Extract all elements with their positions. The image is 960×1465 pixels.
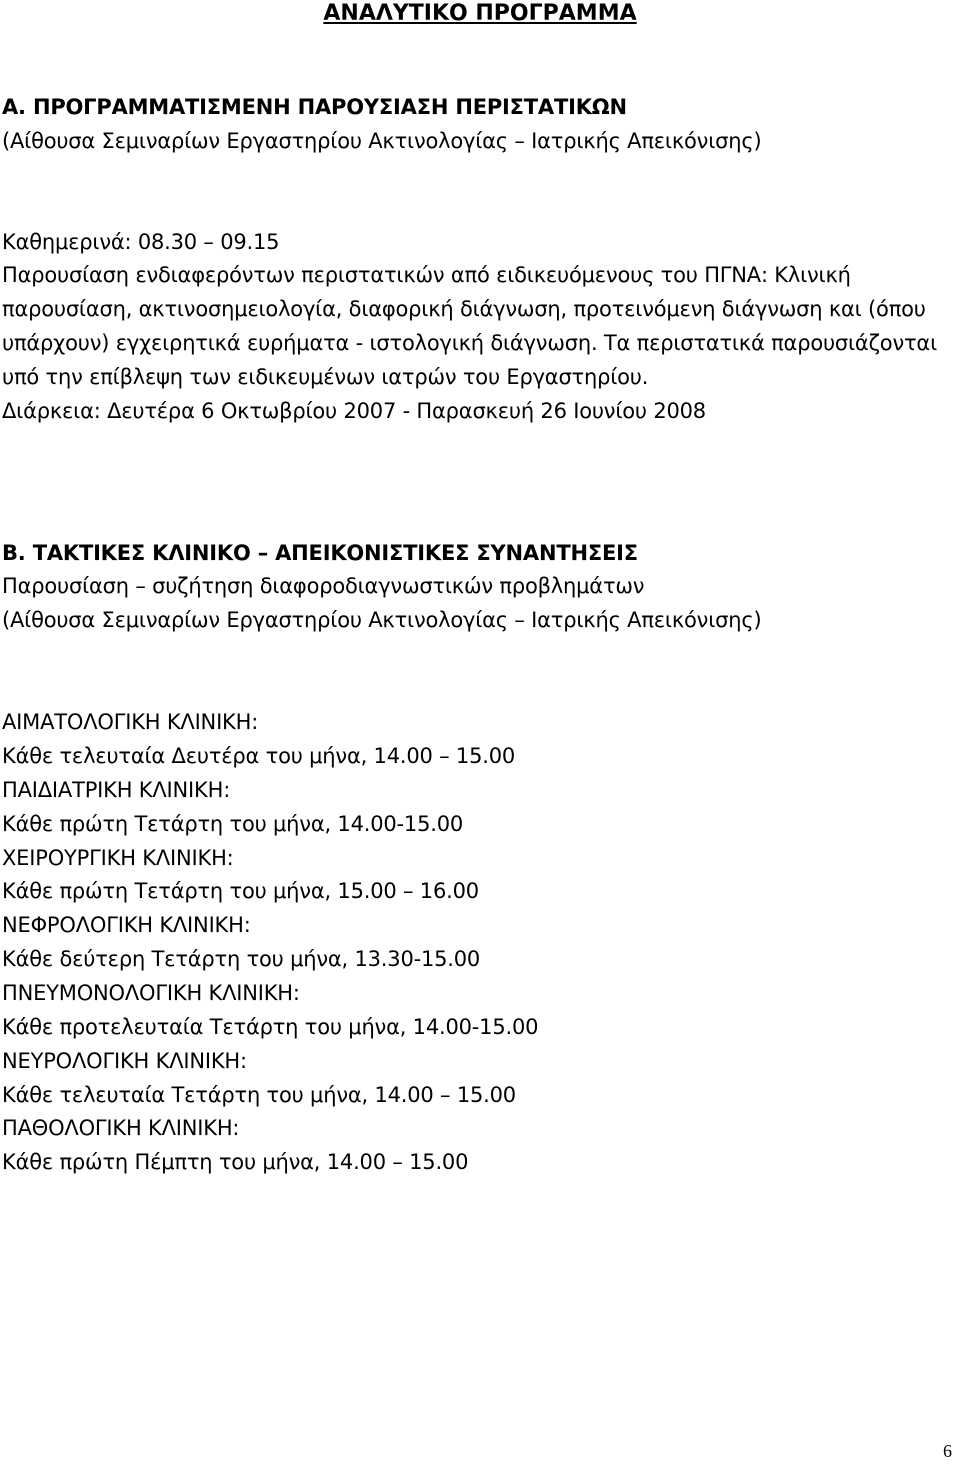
section-a-description-line: Παρουσίαση ενδιαφερόντων περιστατικών από ειδικευόμενους του ΠΓΝΑ: Κλινική	[2, 263, 851, 287]
section-a-schedule: Καθημερινά: 08.30 – 09.15	[2, 230, 280, 254]
clinic-name: ΠΑΙΔΙΑΤΡΙΚΗ ΚΛΙΝΙΚΗ:	[2, 778, 231, 802]
clinic-schedule: Κάθε τελευταία Δευτέρα του μήνα, 14.00 – 15.00	[2, 744, 516, 768]
clinic-schedule: Κάθε τελευταία Τετάρτη του μήνα, 14.00 – 15.00	[2, 1083, 516, 1107]
clinic-name: ΧΕΙΡΟΥΡΓΙΚΗ ΚΛΙΝΙΚΗ:	[2, 846, 234, 870]
section-a-duration: Διάρκεια: Δευτέρα 6 Οκτωβρίου 2007 - Παρασκευή 26 Ιουνίου 2008	[2, 399, 706, 423]
clinic-schedule: Κάθε πρώτη Πέμπτη του μήνα, 14.00 – 15.00	[2, 1150, 469, 1174]
page-number: 6	[943, 1441, 952, 1461]
clinic-name: ΑΙΜΑΤΟΛΟΓΙΚΗ ΚΛΙΝΙΚΗ:	[2, 710, 259, 734]
clinic-name: ΝΕΦΡΟΛΟΓΙΚΗ ΚΛΙΝΙΚΗ:	[2, 913, 251, 937]
clinic-name: ΠΑΘΟΛΟΓΙΚΗ ΚΛΙΝΙΚΗ:	[2, 1116, 240, 1140]
clinic-schedule: Κάθε πρώτη Τετάρτη του μήνα, 15.00 – 16.00	[2, 879, 479, 903]
clinic-name: ΝΕΥΡΟΛΟΓΙΚΗ ΚΛΙΝΙΚΗ:	[2, 1049, 247, 1073]
clinic-schedule: Κάθε προτελευταία Τετάρτη του μήνα, 14.00-15.00	[2, 1015, 539, 1039]
section-a-location: (Αίθουσα Σεμιναρίων Εργαστηρίου Ακτινολογίας – Ιατρικής Απεικόνισης)	[2, 129, 762, 153]
document-title: ΑΝΑΛΥΤΙΚΟ ΠΡΟΓΡΑΜΜΑ	[323, 1, 637, 26]
section-a-description-line: παρουσίαση, ακτινοσημειολογία, διαφορική διάγνωση, προτεινόμενη διάγνωση και (όπου	[2, 297, 926, 321]
section-b-subtitle: Παρουσίαση – συζήτηση διαφοροδιαγνωστικών προβλημάτων	[2, 574, 645, 598]
section-a-description-line: υπάρχουν) εγχειρητικά ευρήματα - ιστολογική διάγνωση. Τα περιστατικά παρουσιάζονται	[2, 331, 937, 355]
section-b-heading: Β. ΤΑΚΤΙΚΕΣ ΚΛΙΝΙΚΟ – ΑΠΕΙΚΟΝΙΣΤΙΚΕΣ ΣΥΝΑΝΤΗΣΕΙΣ	[2, 541, 638, 565]
clinic-schedule: Κάθε πρώτη Τετάρτη του μήνα, 14.00-15.00	[2, 812, 464, 836]
section-b-location: (Αίθουσα Σεμιναρίων Εργαστηρίου Ακτινολογίας – Ιατρικής Απεικόνισης)	[2, 608, 762, 632]
section-a-heading: Α. ΠΡΟΓΡΑΜΜΑΤΙΣΜΕΝΗ ΠΑΡΟΥΣΙΑΣΗ ΠΕΡΙΣΤΑΤΙΚΩΝ	[2, 95, 627, 119]
section-a-description-line: υπό την επίβλεψη των ειδικευμένων ιατρών του Εργαστηρίου.	[2, 365, 649, 389]
clinic-name: ΠΝΕΥΜΟΝΟΛΟΓΙΚΗ ΚΛΙΝΙΚΗ:	[2, 981, 300, 1005]
clinic-schedule: Κάθε δεύτερη Τετάρτη του μήνα, 13.30-15.00	[2, 947, 481, 971]
